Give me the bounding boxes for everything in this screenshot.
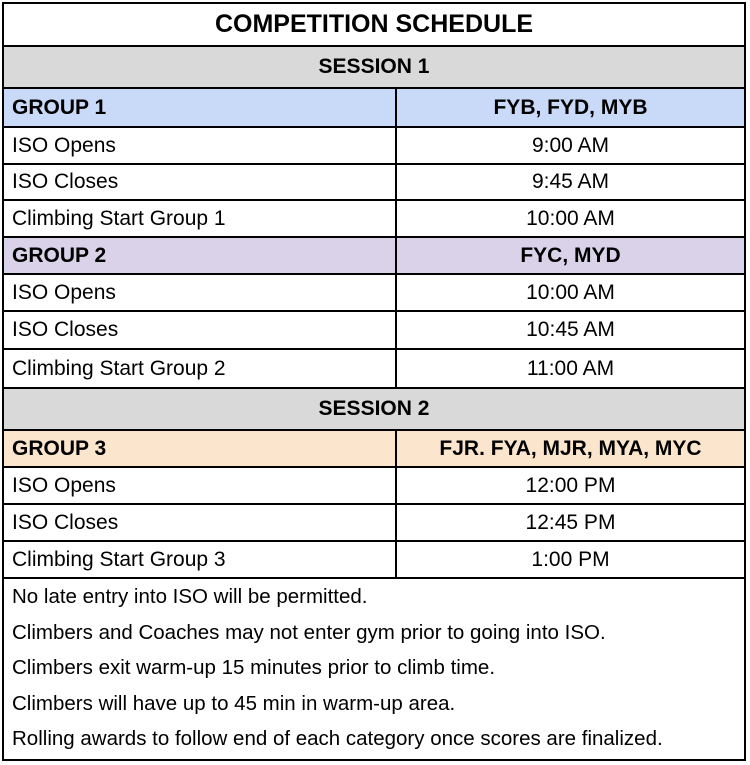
schedule-row: [4, 275, 744, 312]
session-1-header: SESSION 1: [4, 47, 744, 89]
row-time: 11:00 AM: [526, 356, 615, 380]
row-label: ISO Closes: [4, 505, 397, 540]
schedule-title: COMPETITION SCHEDULE: [4, 4, 744, 47]
row-time: 9:00 AM: [531, 133, 610, 157]
row-label: ISO Closes: [4, 165, 397, 199]
note-line: Rolling awards to follow end of each category once scores are finalized.: [12, 727, 663, 750]
schedule-row: [4, 128, 744, 165]
group-3-header: [4, 431, 744, 468]
note-line: Climbers and Coaches may not enter gym prior to going into ISO.: [12, 620, 606, 644]
row-time: 9:45 AM: [531, 170, 610, 193]
note-line: No late entry into ISO will be permitted.: [12, 585, 368, 608]
row-label: Climbing Start Group 2: [4, 350, 397, 387]
note-line: Climbers will have up to 45 min in warm-up area.: [12, 691, 456, 715]
row-time: 12:45 PM: [525, 510, 616, 534]
group-1-categories: FYB, FYD, MYB: [493, 95, 648, 119]
row-time: 1:00 PM: [531, 547, 610, 571]
row-label: ISO Opens: [4, 275, 397, 310]
group-3-categories: FJR. FYA, MJR, MYA, MYC: [439, 436, 702, 460]
row-label: Climbing Start Group 1: [4, 201, 397, 236]
schedule-sheet: [2, 2, 746, 761]
row-time: 12:00 PM: [525, 473, 616, 497]
note-line: Climbers exit warm-up 15 minutes prior to climb time.: [12, 656, 496, 679]
row-time: 10:00 AM: [526, 206, 615, 230]
row-label: ISO Opens: [4, 468, 397, 503]
row-label: ISO Closes: [4, 312, 397, 348]
group-1-name: GROUP 1: [4, 89, 397, 126]
schedule-row: [4, 350, 744, 389]
row-time: 10:45 AM: [526, 318, 615, 341]
group-2-header: [4, 238, 744, 275]
row-label: ISO Opens: [4, 128, 397, 163]
row-label: Climbing Start Group 3: [4, 542, 397, 577]
schedule-row: [4, 468, 744, 505]
schedule-row: [4, 505, 744, 542]
session-2-header: SESSION 2: [4, 389, 744, 431]
group-2-categories: FYC, MYD: [520, 243, 621, 267]
schedule-row: [4, 201, 744, 238]
row-time: 10:00 AM: [526, 280, 615, 304]
notes-section: [4, 579, 744, 757]
group-2-name: GROUP 2: [4, 238, 397, 273]
schedule-row: [4, 165, 744, 201]
group-1-header: [4, 89, 744, 128]
schedule-row: [4, 542, 744, 579]
group-3-name: GROUP 3: [4, 431, 397, 466]
schedule-row: [4, 312, 744, 350]
